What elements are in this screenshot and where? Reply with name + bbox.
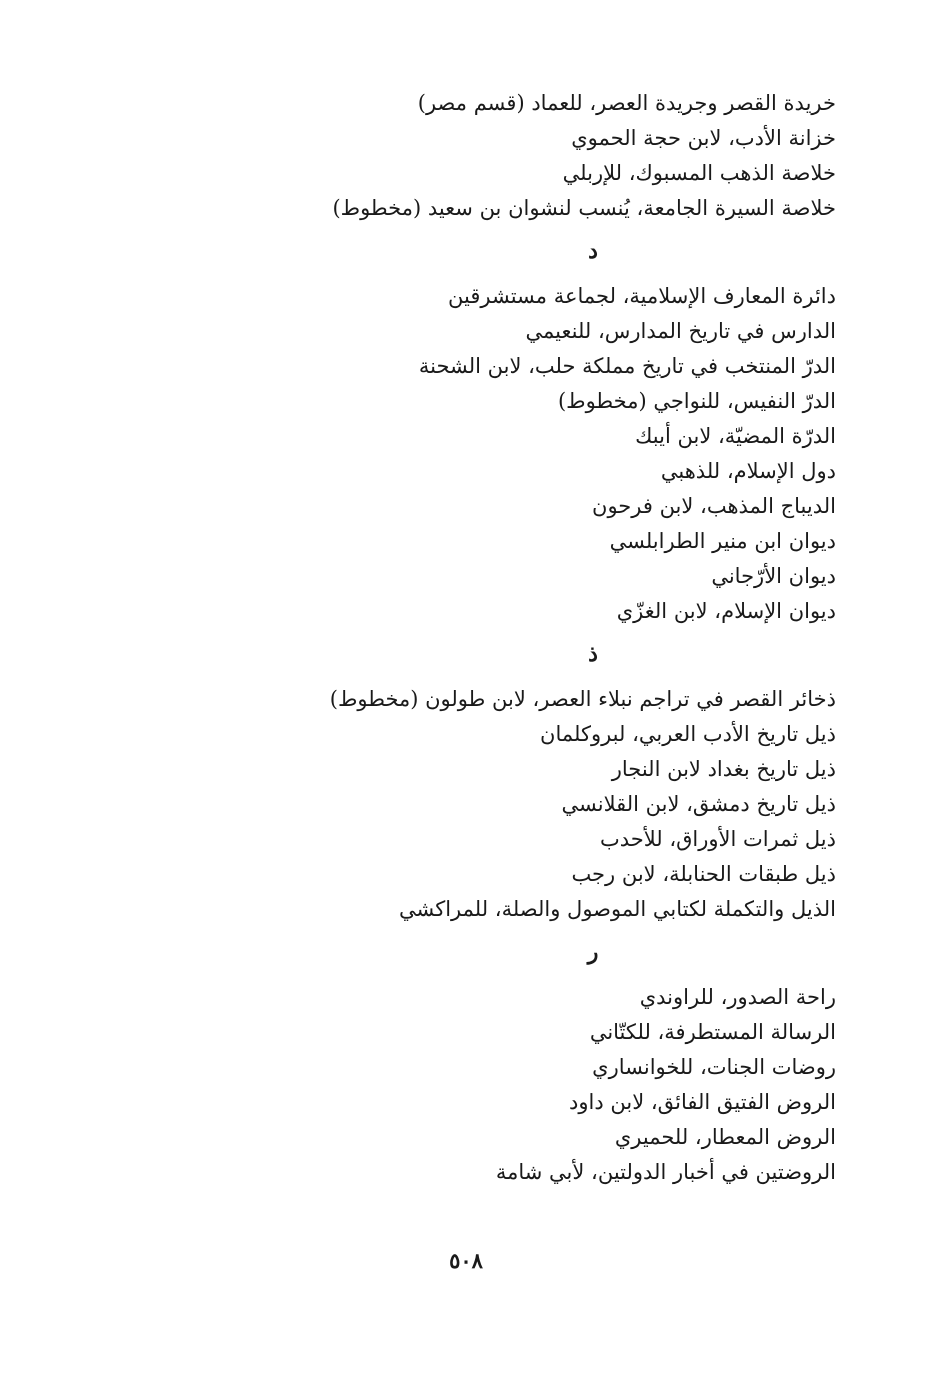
page-number-text: ٥٠٨ xyxy=(449,1248,483,1273)
page-number xyxy=(0,1248,946,1273)
list-item: دول الإسلام، للذهبي xyxy=(660,459,836,483)
list-item: الدرّة المضيّة، لابن أيبك xyxy=(635,424,836,448)
list-item: ذيل تاريخ الأدب العربي، لبروكلمان xyxy=(540,722,836,746)
list-item: ذخائر القصر في تراجم نبلاء العصر، لابن طولون (مخطوط) xyxy=(329,687,836,711)
list-item: ذيل تاريخ دمشق، لابن القلانسي xyxy=(561,792,836,816)
list-item: الدارس في تاريخ المدارس، للنعيمي xyxy=(525,319,836,343)
section-dal xyxy=(316,234,836,629)
list-item: ذيل ثمرات الأوراق، للأحدب xyxy=(599,827,836,851)
list-item: الروض المعطار، للحميري xyxy=(614,1125,836,1149)
list-item: ذيل تاريخ بغداد لابن النجار xyxy=(611,757,836,781)
list-item: خلاصة السيرة الجامعة، يُنسب لنشوان بن سعيد (مخطوط) xyxy=(332,196,836,220)
list-item: الرسالة المستطرفة، للكتّاني xyxy=(589,1020,836,1044)
list-item: ديوان الأرّجاني xyxy=(711,564,836,588)
section-letter-heading: ر xyxy=(587,939,599,965)
list-item: الروض الفتيق الفائق، لابن داود xyxy=(569,1090,836,1114)
section-kha xyxy=(316,86,836,226)
list-item: ديوان ابن منير الطرابلسي xyxy=(609,529,836,553)
list-item: الذيل والتكملة لكتابي الموصول والصلة، للمراكشي xyxy=(398,897,836,921)
section-letter-heading: ذ xyxy=(588,641,598,667)
section-ra xyxy=(316,935,836,1190)
list-item: راحة الصدور، للراوندي xyxy=(639,985,836,1009)
section-letter-heading: د xyxy=(588,238,598,264)
list-item: الدرّ المنتخب في تاريخ مملكة حلب، لابن الشحنة xyxy=(418,354,836,378)
list-item: خزانة الأدب، لابن حجة الحموي xyxy=(571,126,836,150)
list-item: ديوان الإسلام، لابن الغزّي xyxy=(616,599,836,623)
list-item: الدرّ النفيس، للنواجي (مخطوط) xyxy=(557,389,836,413)
list-item: خريدة القصر وجريدة العصر، للعماد (قسم مصر) xyxy=(417,91,836,115)
bibliography-list xyxy=(316,86,836,1190)
section-dhal xyxy=(316,637,836,927)
list-item: روضات الجنات، للخوانساري xyxy=(592,1055,836,1079)
list-item: خلاصة الذهب المسبوك، للإربلي xyxy=(562,161,836,185)
list-item: الديباج المذهب، لابن فرحون xyxy=(592,494,836,518)
list-item: دائرة المعارف الإسلامية، لجماعة مستشرقين xyxy=(448,284,836,308)
list-item: الروضتين في أخبار الدولتين، لأبي شامة xyxy=(495,1160,836,1184)
list-item: ذيل طبقات الحنابلة، لابن رجب xyxy=(571,862,836,886)
